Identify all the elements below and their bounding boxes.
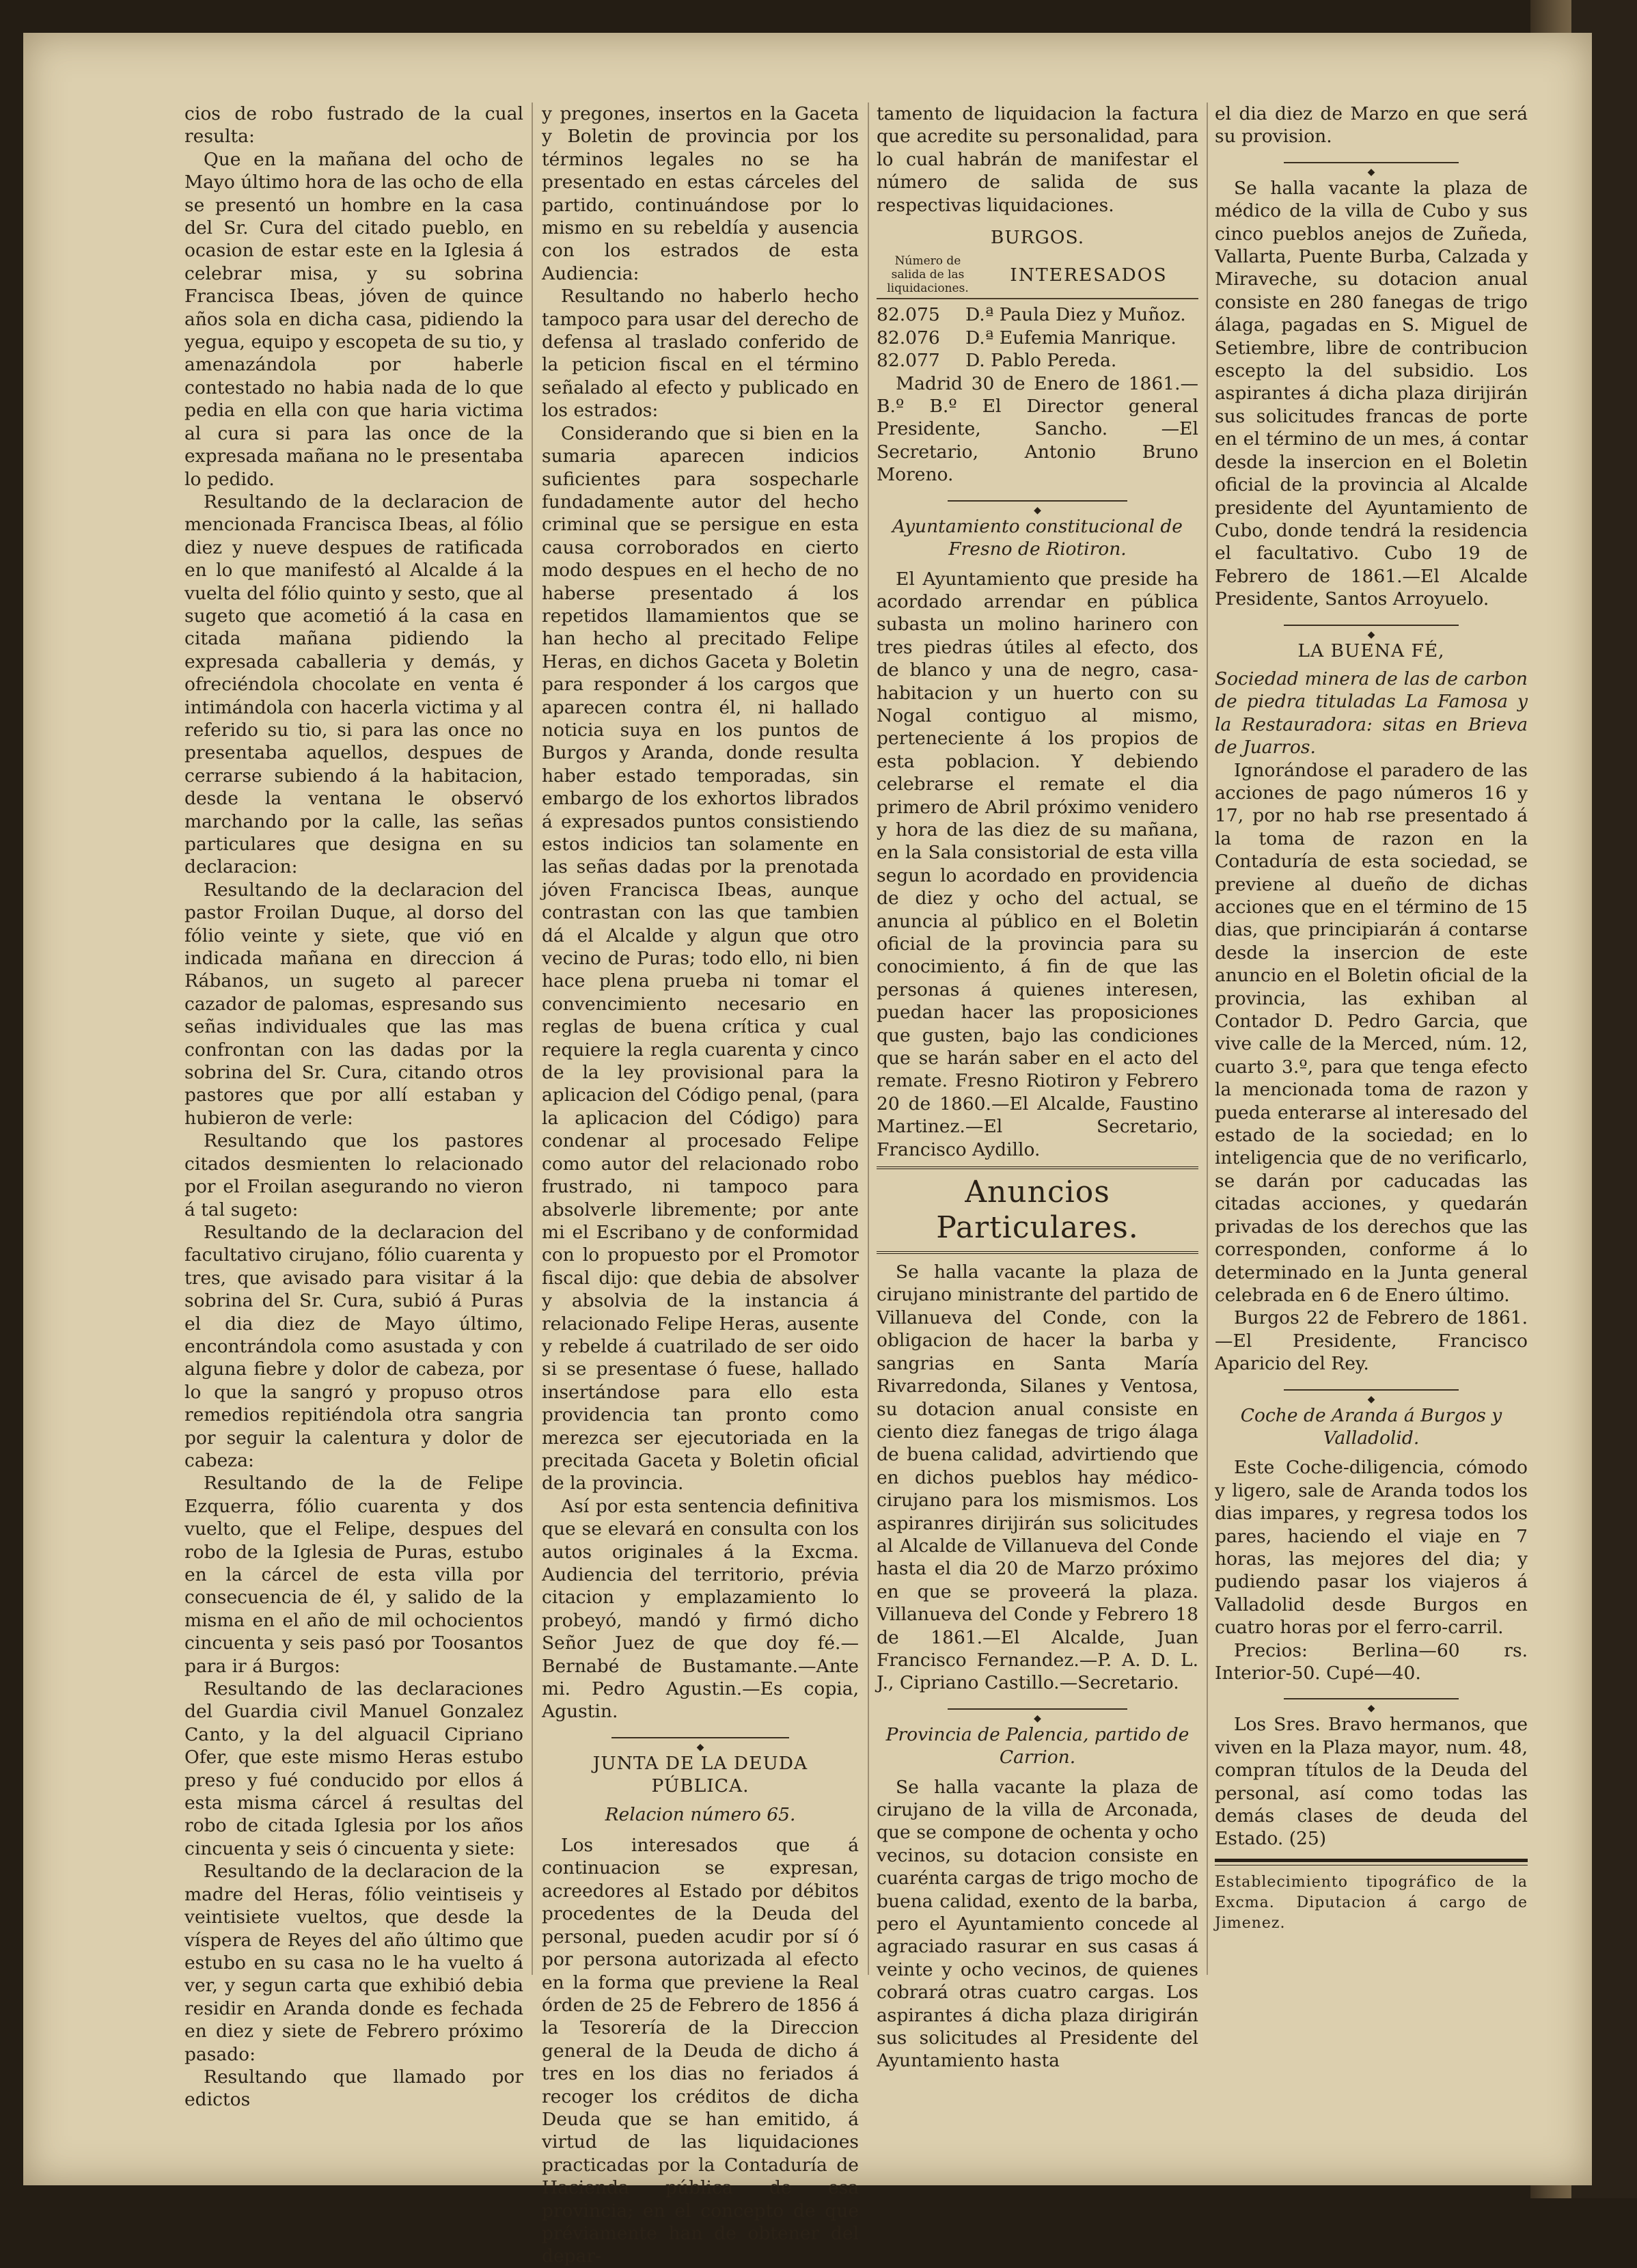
table-row [877,349,1198,372]
section-heading-ayuntamiento: Ayuntamiento constitucional de Fresno de Riotiron. [892,515,1183,560]
paragraph: Que en la mañana del ocho de Mayo último hora de las ocho de ella se presentó un hombre en la casa del Sr. Cura del citado pueblo, en ocasion de estar este en la Iglesia á celebrar misa, y su sobrina Francisca Ibeas, jóven de quince años sola en dicha casa, pidiendo la yegua, equipo y escopeta de su tio, y amenazándola por haberle contestado no habia nada de lo que pedia en ella con que haria victima al cura si para las once de la expresada mañana no le presentaba lo pedido. [184,148,523,490]
printer-imprint: Establecimiento tipográfico de la Excma. Diputacion á cargo de Jimenez. [1215,1873,1528,1932]
table-row [877,303,1198,326]
paragraph: Se halla vacante la plaza de médico de la villa de Cubo y sus cinco pueblos anejos de Zuñeda, Vallarta, Puente Burba, Calzada y Miraveche, su dotacion anual consiste en 280 fanegas de trigo álaga, pagadas en S. Miguel de Setiembre, libre de contribucion escepto la del subsidio. Los aspirantes á dicha plaza dirijirán sus solicitudes francas de porte en el término de un mes, á contar desde la insercion en el Boletin oficial de la provincia al Alcalde presidente del Ayuntamiento de Cubo, donde tendrá la residencia el facultativo. Cubo 19 de Febrero de 1861.—El Alcalde Presidente, Santos Arroyuelo. [1215,177,1528,610]
paragraph: Los interesados que á continuacion se expresan, acreedores al Estado por débitos procedentes de la Deuda del personal, pueden acudir por sí ó por persona autorizada al efecto en la forma que previene la Real órden de 25 de Febrero de 1856 á la Tesorería de la Direccion general de la Deuda de dicho á tres en los dias no feriados á recoger los créditos de dicha Deuda que se han emitido, á virtud de las liquidaciones practicadas por la Contaduría de Hacienda pública de esa provincia; en el concepto de que préviamente han de obtener del depar- [542,1835,859,2267]
paragraph: el dia diez de Marzo en que será su provision. [1215,103,1528,148]
anuncios-heading: Anuncios Particulares. [877,1166,1198,1254]
heading-burgos: BURGOS. [990,227,1085,249]
ornament-divider [877,496,1198,506]
ornament-divider [1215,1694,1528,1704]
table-header-number: Número de salida de las liquidaciones. [887,254,969,296]
paragraph: El Ayuntamiento que preside ha acordado arrendar en pública subasta un molino harinero con tres piedras útiles al efecto, dos de blanco y una de negro, casa-habitacion y un huerto con su Nogal contiguo al mismo, perteneciente á los propios de esta poblacion. Y debiendo celebrarse el remate el dia primero de Abril próximo venidero y hora de las diez de su mañana, en la Sala consistorial de esta villa segun lo acordado en providencia de diez y ocho del actual, se anuncia al público en el Boletin oficial de la provincia para su conocimiento, á fin de que las personas á quienes interesen, puedan hacer las proposiciones que gusten, bajo las condiciones que se harán saber en el acto del remate. Fresno Riotiron y Febrero 20 de 1860.—El Alcalde, Faustino Martinez.—El Secretario, Francisco Aydillo. [877,568,1198,1160]
table-cell-number: 82.077 [877,350,940,372]
column-rule-3 [1207,103,1208,1975]
ornament-divider [1215,158,1528,167]
table-cell-name: D. Pablo Pereda. [965,350,1117,372]
paragraph: Se halla vacante la plaza de cirujano de la villa de Arconada, que se compone de ochenta y ocho vecinos, su dotacion consiste en cuarénta cargas de trigo mocho de buena calidad, exento de la barba, pero el Ayuntamiento concede al agraciado rasurar en sus casas á veinte y ocho vecinos, de quienes cobrará otras cuatro cargas. Los aspirantes á dicha plaza dirigirán sus solicitudes al Presidente del Ayuntamiento hasta [877,1776,1198,2072]
column-1 [184,103,523,2112]
paragraph: Resultando no haberlo hecho tampoco para usar del derecho de defensa al traslado conferido de la peticion fiscal en el término señalado al efecto y publicado en los estrados: [542,286,859,422]
paragraph: Resultando de la declaracion del facultativo cirujano, fólio cuarenta y tres, que avisado para visitar á la sobrina del Sr. Cura, subió á Puras el dia diez de Mayo último, encontrándola como asustada y con alguna fiebre y dolor de cabeza, por lo que la sangró y propuso otros remedios repitiéndola otra sangria por seguir la calentura y dolor de cabeza: [184,1221,523,1471]
table-header [877,254,1198,299]
paragraph: Precios: Berlina—60 rs. Interior-50. Cupé—40. [1215,1639,1528,1684]
section-subheading: Relacion número 65. [605,1803,796,1825]
column-4 [1215,103,1528,1934]
paragraph: Resultando de la declaracion de mencionada Francisca Ibeas, al fólio diez y nueve despues de ratificada en lo que manifestó al Alcalde á la vuelta del fólio quinto y sesto, que al sugeto que acometió á la casa en citada mañana pidiendo la expresada caballeria y demás, y ofreciéndola chocolate en venta é intimándola con hacerla victima y al referido su tio, si para las once no presentaba aquellos, despues de cerrarse subiendo á la habitacion, desde la ventana le observó marchando por la calle, las señas particulares que designa en su declaracion: [184,491,523,878]
table-cell-name: D.ª Paula Diez y Muñoz. [965,304,1186,326]
paragraph: cios de robo fustrado de la cual resulta: [184,103,523,148]
paragraph: Los Sres. Bravo hermanos, que viven en la Plaza mayor, num. 48, compran títulos de la Deuda del personal, así como todas las demás clases de deuda del Estado. (25) [1215,1714,1528,1850]
table-cell-name: D.ª Eufemia Manrique. [965,327,1177,349]
column-rule-1 [532,103,533,1975]
paragraph: Considerando que si bien en la sumaria aparecen indicios suficientes para sospecharle fundadamente autor del hecho criminal que se persigue en esta causa corroborados en cierto modo despues en el hecho de no haberse presentado á los repetidos llamamientos que se han hecho al precitado Felipe Heras, en dichos Gaceta y Boletin para responder á los cargos que aparecen contra él, ni hallado noticia suya en los puntos de Burgos y Aranda, donde resulta haber estado temporadas, sin embargo de los exhortos librados á expresados puntos consistiendo estos indicios tan solamente en las señas dadas por la prenotada jóven Francisca Ibeas, aunque contrastan con las que tambien dá el Alcalde y algun que otro vecino de Puras; todo ello, ni bien hace plena prueba ni tomar el convencimiento necesario en reglas de buena crítica y cual requiere la regla cuarenta y cinco de la ley provisional para la aplicacion del Código penal, (para la aplicacion del Código) para condenar al procesado Felipe como autor del relacionado robo frustrado, ni tampoco para absolverle libremente; por ante mi el Escribano y de conformidad con lo propuesto por el Promotor fiscal dijo: que debia de absolver y absolvia de la instancia á relacionado Felipe Heras, ausente y rebelde á cuatrilado de ser oido si se presentase ó fuese, hallado insertándose para ello esta providencia tan pronto como merezca ser ejecutoriada en la precitada Gaceta y Boletin oficial de la provincia. [542,422,859,1494]
paragraph: Así por esta sentencia definitiva que se elevará en consulta con los autos originales á la Excma. Audiencia del territorio, prévia citacion y emplazamiento lo probeyó, mandó y firmó dicho Señor Juez de que doy fé.—Bernabé de Bustamante.—Ante mi. Pedro Agustin.—Es copia, Agustin. [542,1495,859,1723]
paragraph: Resultando de la de Felipe Ezquerra, fólio cuarenta y dos vuelto, que el Felipe, despues del robo de la Iglesia de Puras, estubo en la cárcel de esta villa por consecuencia de él, y salido de la misma en el año de mil ochocientos cincuenta y seis pasó por Toosantos para ir á Burgos: [184,1473,523,1677]
section-heading-palencia: Provincia de Palencia, partido de Carrion. [885,1723,1189,1768]
paragraph: Madrid 30 de Enero de 1861.—B.º B.º El Director general Presidente, Sancho. —El Secretario, Antonio Bruno Moreno. [877,372,1198,486]
ornament-divider [877,1704,1198,1714]
paragraph: Resultando que llamado por edictos [184,2066,523,2111]
table-header-interesados: INTERESADOS [1010,264,1168,286]
ornament-divider [1215,1385,1528,1395]
table-cell-number: 82.075 [877,304,940,326]
ornament-divider [542,1733,859,1743]
paragraph: Se halla vacante la plaza de cirujano ministrante del partido de Villanueva del Conde, con la obligacion de hacer la barba y sangrias en Santa María Rivarredonda, Silanes y Ventosa, su dotacion anual consiste en ciento diez fanegas de trigo álaga de buena calidad, advirtiendo que en dichos pueblos hay médico-cirujano para los mismismos. Los aspiranres dirijirán sus solicitudes al Alcalde de Villanueva del Conde hasta el dia 20 de Marzo próximo en que se proveerá la plaza. Villanueva del Conde y Febrero 18 de 1861.—El Alcalde, Juan Francisco Fernandez.—P. A. D. L. J., Cipriano Castillo.—Secretario. [877,1261,1198,1694]
paragraph: Sociedad minera de las de carbon de piedra tituladas La Famosa y la Restauradora: sitas en Brieva de Juarros. [1215,668,1528,759]
paragraph: Ignorándose el paradero de las acciones de pago números 16 y 17, por no hab rse presentado á la toma de razon en la Contaduría de esta sociedad, se previene al dueño de dichas acciones que en el término de 15 dias, que principiarán á contarse desde la insercion de este anuncio en el Boletin oficial de la provincia, las exhiban al Contador D. Pedro Garcia, que vive calle de la Merced, núm. 12, cuarto 3.º, para que tenga efecto la mencionada toma de razon y pueda enterarse al interesado del estado de la sociedad; en lo inteligencia que de no verificarlo, se darán por caducadas las citadas acciones, y quedarán privadas de los derechos que las corresponden, conforme á lo determinado en la Junta general celebrada en 6 de Enero último. [1215,759,1528,1306]
paragraph: Este Coche-diligencia, cómodo y ligero, sale de Aranda todos los dias impares, y regresa todos los pares, haciendo el viaje en 7 horas, las mejores del dia; y pudiendo pasar los viajeros á Valladolid desde Burgos en cuatro horas por el ferro-carril. [1215,1457,1528,1639]
section-heading-junta: JUNTA DE LA DEUDA PÚBLICA. [592,1752,808,1797]
ornament-divider [1215,620,1528,630]
table-row [877,327,1198,349]
paragraph: Resultando de las declaraciones del Guardia civil Manuel Gonzalez Canto, y la del alguacil Cipriano Ofer, que este mismo Heras estubo preso y fué conducido por ellos á esta misma cárcel á resultas del robo de citada Iglesia por los años cincuenta y seis ó cincuenta y siete: [184,1678,523,1859]
paragraph: Resultando que los pastores citados desmienten lo relacionado por el Froilan asegurando no vieron á tal sugeto: [184,1130,523,1220]
column-3 [877,103,1198,2073]
table-cell-number: 82.076 [877,327,940,349]
paragraph: y pregones, insertos en la Gaceta y Boletin de provincia por los términos legales no se ha presentado en estas cárceles del partido, continuándose por lo mismo en su rebeldía y ausencia con los estrados de esta Audiencia: [542,103,859,284]
section-heading-coche: Coche de Aranda á Burgos y Valladolid. [1240,1404,1502,1449]
footer-rule-thin [1215,1865,1528,1866]
section-heading-buena-fe: LA BUENA FÉ, [1297,640,1445,661]
paragraph: Burgos 22 de Febrero de 1861.—El Presidente, Francisco Aparicio del Rey. [1215,1307,1528,1375]
paragraph: tamento de liquidacion la factura que acredite su personalidad, para lo cual habrán de manifestar el número de salida de sus respectivas liquidaciones. [877,103,1198,216]
paragraph: Resultando de la declaracion de la madre del Heras, fólio veintiseis y veintisiete vueltos, que desde la víspera de Reyes del año último que estubo en su casa no le ha vuelto á ver, y segun carta que exhibió debia residir en Aranda donde es fechada en diez y siete de Febrero próximo pasado: [184,1861,523,2065]
footer-rule [1215,1859,1528,1862]
paragraph: Resultando de la declaracion del pastor Froilan Duque, al dorso del fólio veinte y siete, que vió en indicada mañana en direccion á Rábanos, un sugeto al parecer cazador de palomas, espresando sus señas individuales que las mas confrontan con las dadas por la sobrina del Sr. Cura, citando otros pastores que por allí estaban y hubieron de verle: [184,879,523,1129]
column-rule-2 [868,103,869,1975]
column-2 [542,103,859,2268]
